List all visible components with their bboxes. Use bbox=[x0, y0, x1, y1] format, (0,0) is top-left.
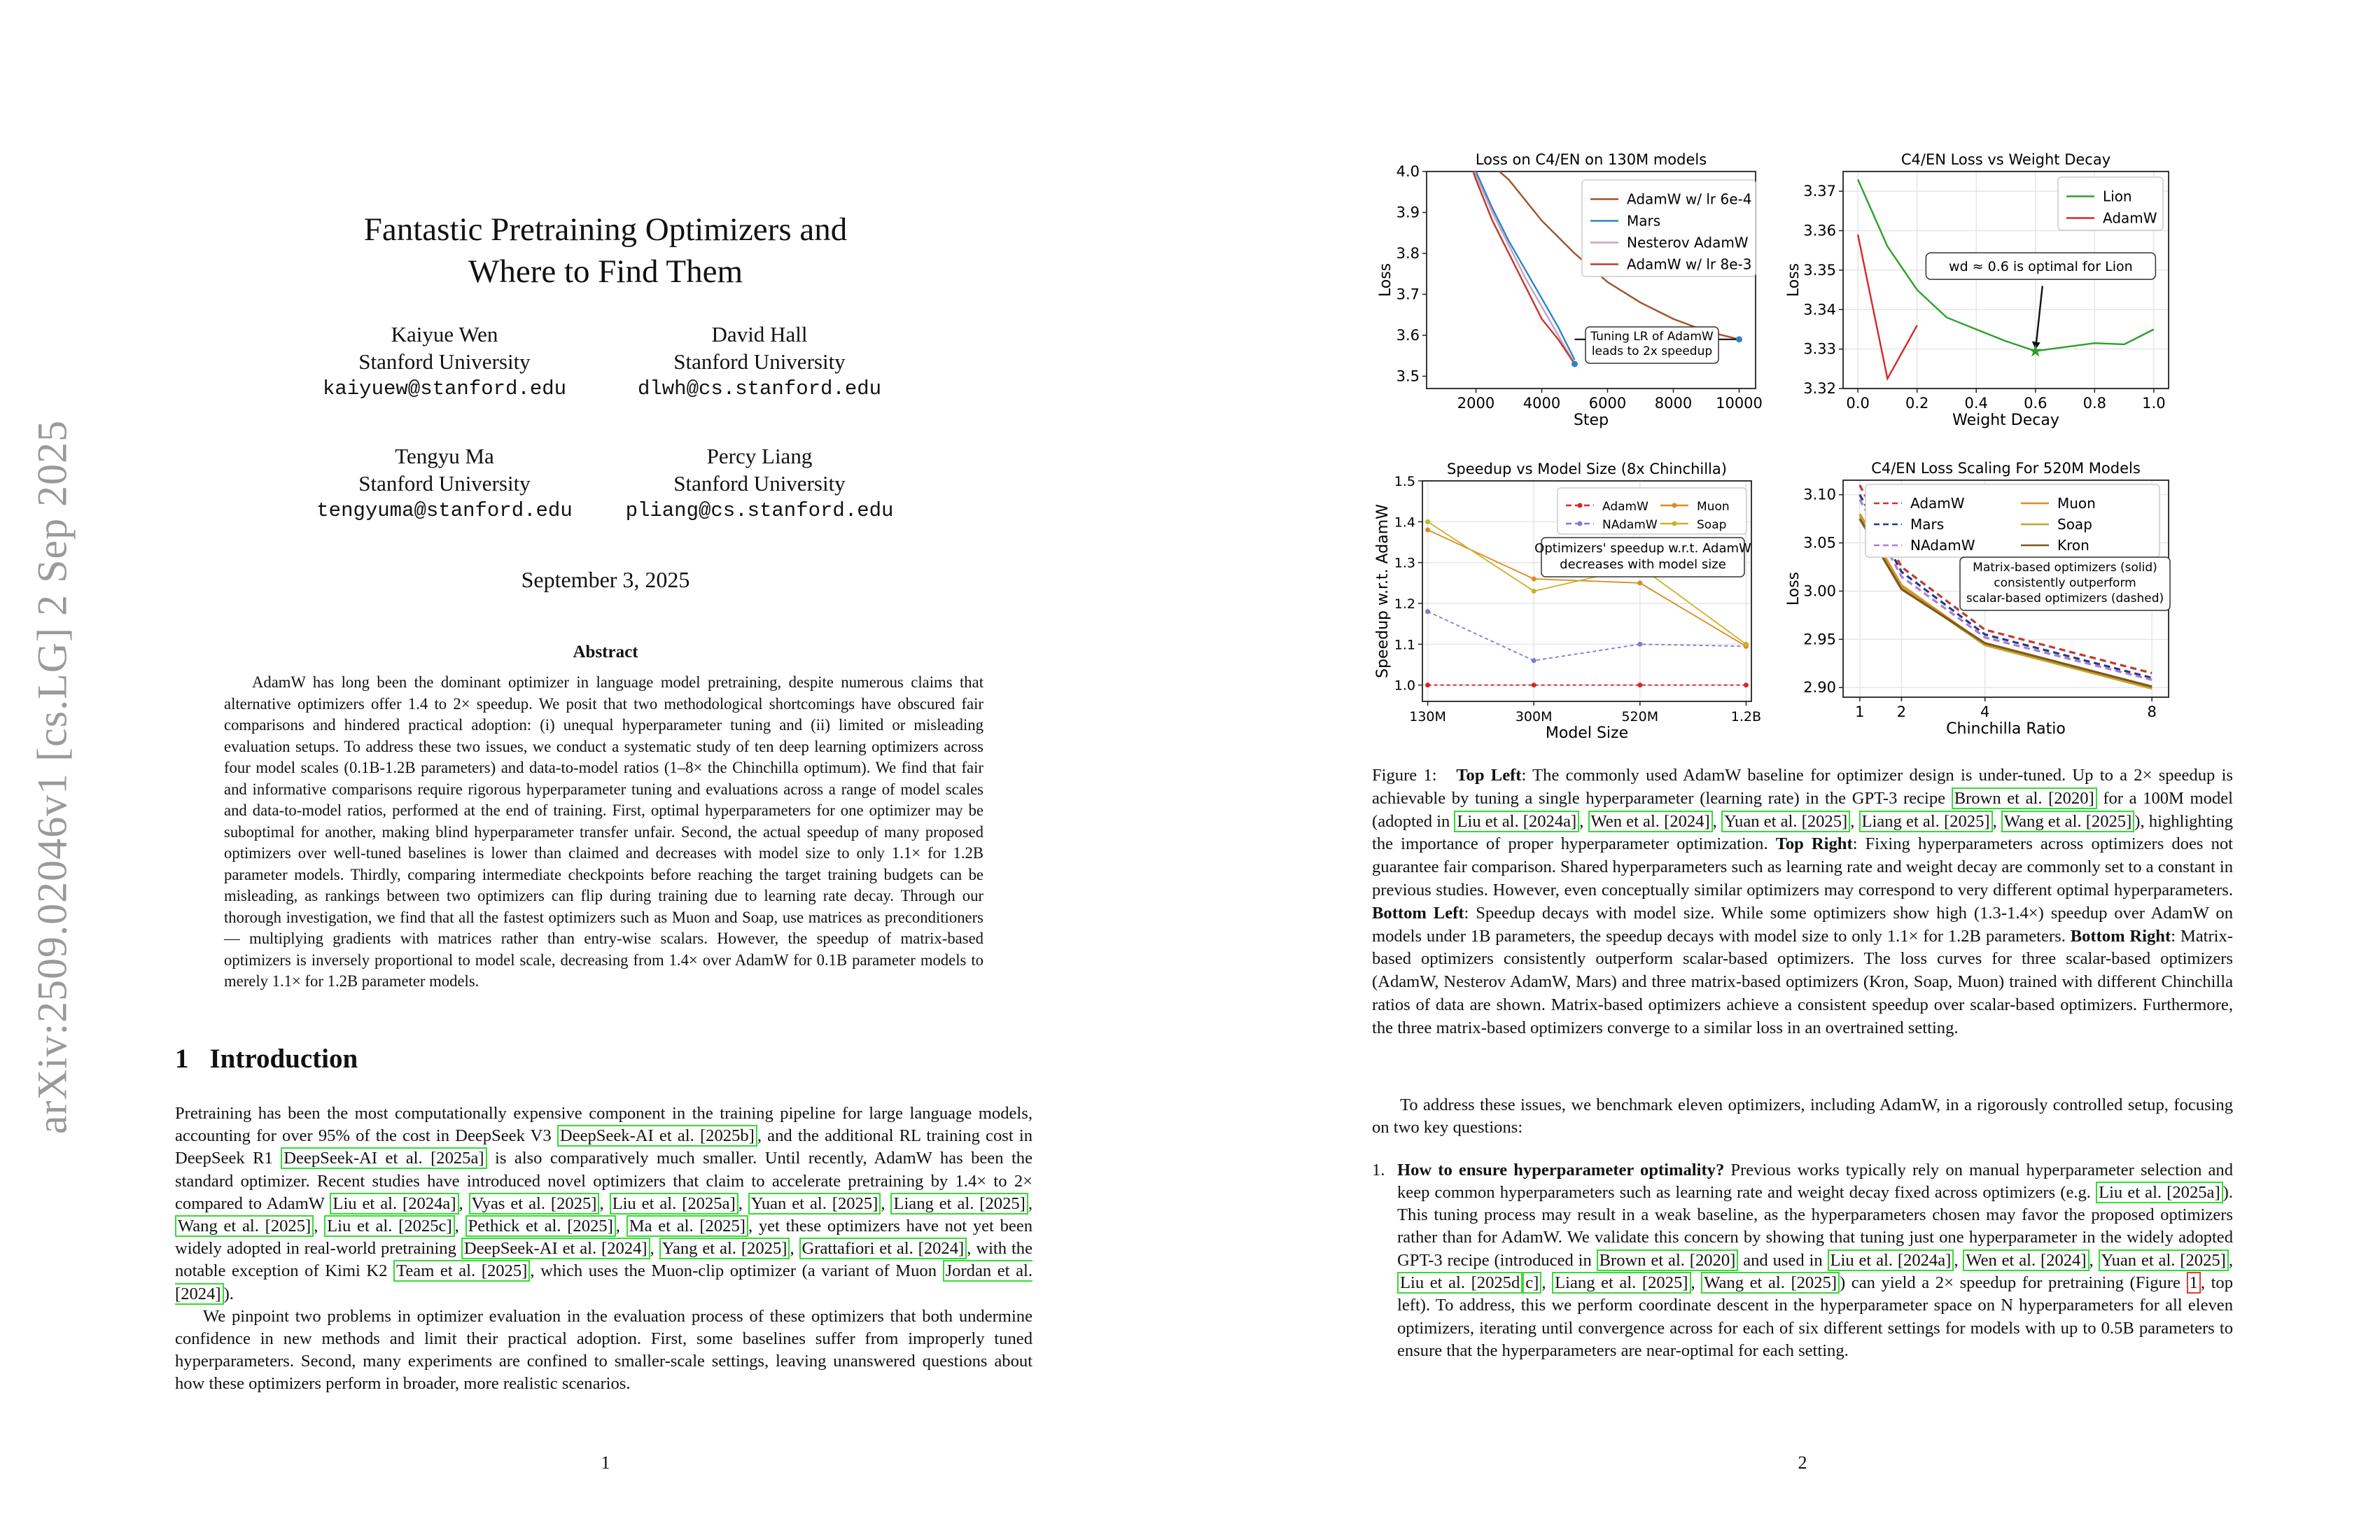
citation-link[interactable]: Liu et al. [2025c] bbox=[324, 1215, 455, 1237]
citation-link[interactable]: Ma et al. [2025] bbox=[626, 1215, 748, 1237]
citation-link[interactable]: Liu et al. [2025a] bbox=[610, 1193, 738, 1214]
citation-link[interactable]: DeepSeek-AI et al. [2025a] bbox=[281, 1147, 486, 1169]
data-point bbox=[1532, 589, 1536, 594]
intro-text: , and the additional RL training cost in DeepSeek R1 bbox=[175, 1126, 1032, 1168]
intro-text: , bbox=[1028, 1194, 1033, 1213]
citation-link[interactable]: Liang et al. [2025] bbox=[1552, 1272, 1690, 1294]
intro-text: , bbox=[454, 1217, 465, 1236]
chart-title: C4/EN Loss Scaling For 520M Models bbox=[1871, 460, 2141, 477]
caption-text: , bbox=[1579, 811, 1588, 831]
legend-label: AdamW bbox=[2103, 209, 2157, 227]
figure-ref-link[interactable]: 1 bbox=[2187, 1272, 2201, 1294]
citation-link[interactable]: Liu et al. [2024a] bbox=[330, 1193, 458, 1214]
citation-link[interactable]: DeepSeek-AI et al. [2024] bbox=[461, 1238, 650, 1259]
caption-text: , bbox=[1992, 811, 2001, 831]
citation-link[interactable]: Liu et al. [2024a] bbox=[1454, 811, 1579, 832]
legend-label: Muon bbox=[1697, 500, 1730, 514]
y-tick-label: 1.5 bbox=[1394, 474, 1415, 489]
x-tick-label: 520M bbox=[1621, 709, 1659, 724]
intro-text: Pretraining has been the most computationally expensive component in the training pipeline for large language models, accounting for over 95% of the cost in DeepSeek V3 bbox=[175, 1104, 1032, 1146]
list-text: , bbox=[2089, 1250, 2099, 1270]
legend-label: AdamW w/ lr 8e-3 bbox=[1627, 255, 1752, 273]
annotation-text: decreases with model size bbox=[1560, 557, 1726, 572]
data-point bbox=[1532, 682, 1536, 687]
citation-link[interactable]: Brown et al. [2020] bbox=[1597, 1250, 1739, 1271]
citation-link[interactable]: Yuan et al. [2025] bbox=[1721, 811, 1850, 832]
caption-text: , bbox=[1712, 811, 1721, 831]
citation-link[interactable]: Liu et al. [2025a] bbox=[2096, 1182, 2223, 1203]
y-tick-label: 3.6 bbox=[1396, 326, 1420, 344]
caption-head: Top Right bbox=[1775, 834, 1853, 854]
chart-loss-vs-weight-decay bbox=[1782, 144, 2177, 438]
legend-label: AdamW bbox=[1910, 495, 1965, 512]
x-axis-label: Model Size bbox=[1545, 724, 1629, 742]
y-tick-label: 1.0 bbox=[1394, 678, 1415, 694]
series-line-nesterov-adamw bbox=[1460, 144, 1575, 364]
y-axis-label: Loss bbox=[1785, 262, 1802, 298]
annotation-text: Optimizers' speedup w.r.t. AdamW bbox=[1534, 541, 1751, 556]
citation-link[interactable]: Brown et al. [2020] bbox=[1952, 788, 2097, 809]
x-tick-label: 2000 bbox=[1457, 395, 1495, 412]
annotation-text: leads to 2x speedup bbox=[1591, 344, 1713, 358]
data-point bbox=[1425, 519, 1430, 524]
figure-caption bbox=[1372, 764, 2233, 1040]
citation-link[interactable]: Wang et al. [2025] bbox=[175, 1215, 314, 1237]
author-email[interactable]: tengyuma@stanford.edu bbox=[316, 499, 573, 522]
caption-text: , bbox=[1850, 811, 1859, 831]
legend-label: AdamW w/ lr 6e-4 bbox=[1627, 190, 1752, 208]
abstract-text: AdamW has long been the dominant optimizer in language model pretraining, despite numerous claims that alternative optimizers offer 1.4 to 2× speedup. We posit that two methodological shortcomings have obscured fair comparisons and hindered practical adoption: (i) unequal hyperparameter tuning and (ii) limited or misleading evaluation setups. To address these two issues, we conduct a systematic study of ten deep learning optimizers across four model scales (0.1B-1.2B parameters) and data-to-model ratios (1–8× the Chinchilla optimum). We find that fair and informative comparisons require rigorous hyperparameter tuning and evaluations across a range of model scales and data-to-model ratios, performed at the end of training. First, optimal hyperparameters for one optimizer may be suboptimal for another, making blind hyperparameter transfer unfair. Second, the actual speedup of many proposed optimizers over well-tuned baselines is lower than claimed and decreases with model size to only 1.1× for 1.2B parameter models. Thirdly, comparing intermediate checkpoints before reaching the target training budgets can be misleading, as rankings between two optimizers can flip during training due to learning rate decay. Through our thorough investigation, we find that all the fastest optimizers such as Muon and Soap, use matrices as preconditioners — multiplying gradients with matrices rather than entry-wise scalars. However, the speedup of matrix-based optimizers is inversely proportional to model scale, decreasing from 1.4× over AdamW for 0.1B parameter models to merely 1.1× for 1.2B parameter models. bbox=[224, 673, 983, 990]
caption-head: Bottom Right bbox=[2070, 926, 2171, 946]
legend-label: Mars bbox=[1910, 516, 1945, 533]
legend-label: Soap bbox=[2057, 516, 2092, 533]
caption-text: : Fixing hyperparameters across optimizers does not guarantee fair comparison. Shared hyperparameters such as learning rate and weight decay are commonly set to a constant in previous studies. However, even conceptually similar optimizers may correspond to very different optimal hyperparameters. bbox=[1372, 834, 2233, 899]
y-axis-label: Loss bbox=[1785, 571, 1802, 606]
introduction-text bbox=[175, 1102, 1032, 1396]
series-line-nadamw bbox=[1428, 612, 1746, 661]
y-axis-label: Speedup w.r.t. AdamW bbox=[1374, 504, 1392, 678]
x-tick-label: 1.0 bbox=[2142, 395, 2166, 412]
author-affiliation: Stanford University bbox=[673, 349, 846, 374]
x-tick-label: 1.2B bbox=[1730, 709, 1762, 724]
caption-text: ), highlighting the importance of proper hyperparameter optimization. bbox=[1372, 811, 2234, 854]
y-tick-label: 3.7 bbox=[1396, 286, 1420, 303]
y-tick-label: 3.00 bbox=[1803, 582, 1836, 600]
data-point bbox=[1532, 658, 1536, 663]
legend-label: AdamW bbox=[1602, 500, 1648, 514]
list-text: ) can yield a 2× speedup for pretraining (Figure bbox=[1840, 1273, 2187, 1293]
citation-link[interactable]: Wang et al. [2025] bbox=[2001, 811, 2134, 832]
author-block bbox=[287, 442, 602, 524]
x-tick-label: 0.2 bbox=[1905, 395, 1929, 412]
chart-title: Speedup vs Model Size (8x Chinchilla) bbox=[1447, 461, 1727, 477]
x-tick-label: 300M bbox=[1515, 709, 1553, 724]
chart-loss-vs-step bbox=[1372, 144, 1764, 438]
citation-link[interactable]: Liang et al. [2025] bbox=[890, 1193, 1028, 1214]
list-text: , top left). To address, this we perform coordinate descent in the hyperparameter space on N hyperparameters for all eleven optimizers, iterating until convergence across for each of six different settings for models with up to 0.5B parameters to ensure that the hyperparameters are near-optimal for each setting. bbox=[1397, 1273, 2233, 1360]
list-text: Previous works typically rely on manual hyperparameter selection and keep common hyperparameters such as learning rate and weight decay fixed across optimizers (e.g. bbox=[1397, 1160, 2233, 1202]
citation-link[interactable]: Jordan et al. [2024] bbox=[175, 1261, 1033, 1303]
data-point bbox=[1744, 642, 1749, 647]
y-tick-label: 2.90 bbox=[1803, 679, 1836, 696]
citation-link[interactable]: Liu et al. [2025d bbox=[1397, 1272, 1522, 1294]
optimum-star-icon: ★ bbox=[2028, 341, 2043, 361]
y-axis-label: Loss bbox=[1377, 262, 1394, 298]
legend-label: Kron bbox=[2057, 537, 2090, 554]
author-name: Percy Liang bbox=[706, 444, 813, 468]
paper-date: September 3, 2025 bbox=[521, 567, 690, 592]
x-tick-label: 130M bbox=[1409, 709, 1446, 724]
x-tick-label: 8 bbox=[2147, 704, 2157, 720]
legend-marker bbox=[1578, 522, 1583, 526]
citation-link[interactable]: Team et al. [2025] bbox=[393, 1260, 530, 1282]
y-tick-label: 4.0 bbox=[1396, 163, 1420, 180]
data-point bbox=[1425, 682, 1430, 687]
caption-head: Bottom Left bbox=[1372, 903, 1464, 923]
annotation-text: consistently outperform bbox=[1994, 576, 2136, 590]
annotation-text: Tuning LR of AdamW bbox=[1590, 330, 1714, 344]
end-marker bbox=[1736, 336, 1742, 342]
x-tick-label: 0.4 bbox=[1964, 395, 1988, 412]
author-block bbox=[602, 442, 917, 524]
intro-text: , yet these optimizers have not yet been widely adopted in real-world pretraining bbox=[175, 1217, 1033, 1259]
legend-label: Nesterov AdamW bbox=[1627, 234, 1749, 251]
y-tick-label: 3.37 bbox=[1803, 183, 1836, 200]
page-2-body bbox=[1372, 1094, 2233, 1362]
x-tick-label: 10000 bbox=[1716, 395, 1763, 412]
y-tick-label: 2.95 bbox=[1803, 631, 1836, 648]
citation-link[interactable]: Liang et al. [2025] bbox=[1859, 811, 1993, 832]
list-text: , bbox=[1954, 1250, 1963, 1270]
annotation-text: wd ≈ 0.6 is optimal for Lion bbox=[1949, 259, 2133, 275]
citation-link[interactable]: c] bbox=[1522, 1272, 1541, 1294]
page-2 bbox=[1372, 0, 2233, 1540]
series-line-adamw bbox=[1858, 234, 1917, 379]
data-point bbox=[1425, 609, 1430, 614]
chart-speedup-vs-model-size bbox=[1372, 458, 1768, 752]
legend-marker bbox=[1672, 522, 1677, 526]
y-tick-label: 3.05 bbox=[1803, 534, 1836, 552]
author-affiliation: Stanford University bbox=[358, 349, 531, 374]
data-point bbox=[1637, 642, 1642, 647]
author-email[interactable]: dlwh@cs.stanford.edu bbox=[637, 377, 882, 400]
author-name: Tengyu Ma bbox=[395, 444, 494, 468]
data-point bbox=[1637, 682, 1642, 687]
y-tick-label: 1.2 bbox=[1394, 596, 1415, 612]
end-marker bbox=[1572, 360, 1578, 367]
caption-text: : Speedup decays with model size. While some optimizers show high (1.3-1.4×) speedup over AdamW on models under 1B parameters, the speedup decays with model size to only 1.1× for 1.2B parameters. bbox=[1372, 903, 2233, 946]
intro-text: is also comparatively much smaller. Until recently, AdamW has been the standard optimizer. Recent studies have introduced novel optimizers that claim to accelerate pretraining by 1.4× to 2× compared to AdamW bbox=[175, 1149, 1032, 1213]
x-tick-label: 4000 bbox=[1522, 395, 1561, 412]
intro-text: , with the notable exception of Kimi K2 bbox=[175, 1239, 1032, 1281]
abstract-heading: Abstract bbox=[573, 643, 638, 662]
body-paragraph: To address these issues, we benchmark eleven optimizers, including AdamW, in a rigorously controlled setup, focusing on two key questions: bbox=[1372, 1096, 2233, 1138]
caption-text: for a 100M model (adopted in bbox=[1372, 788, 2233, 831]
x-axis-label: Weight Decay bbox=[1952, 412, 2059, 429]
chart-title: C4/EN Loss vs Weight Decay bbox=[1900, 151, 2111, 168]
caption-head: Top Left bbox=[1456, 766, 1522, 785]
y-tick-label: 3.34 bbox=[1803, 301, 1836, 318]
author-name: Kaiyue Wen bbox=[391, 322, 498, 346]
legend-label: Soap bbox=[1697, 518, 1727, 532]
data-point bbox=[1744, 682, 1749, 687]
intro-text: , bbox=[615, 1217, 626, 1236]
data-point bbox=[1425, 528, 1430, 533]
intro-text: , bbox=[881, 1194, 891, 1213]
data-point bbox=[1637, 580, 1642, 585]
y-tick-label: 3.8 bbox=[1396, 244, 1420, 262]
x-tick-label: 2 bbox=[1896, 704, 1907, 720]
author-name: David Hall bbox=[711, 322, 808, 346]
intro-text: , bbox=[650, 1239, 659, 1259]
legend-label: Lion bbox=[2103, 188, 2132, 205]
page-number: 1 bbox=[601, 1452, 610, 1473]
x-tick-label: 0.6 bbox=[2024, 395, 2047, 412]
legend-marker bbox=[1672, 503, 1677, 508]
caption-text: : The commonly used AdamW baseline for optimizer design is under-tuned. Up to a 2× speedup is achievable by tuning a single hyperparameter (learning rate) in the GPT-3 recipe bbox=[1372, 766, 2233, 808]
y-tick-label: 1.3 bbox=[1394, 555, 1415, 571]
x-tick-label: 8000 bbox=[1654, 395, 1693, 412]
title-line-2: Where to Find Them bbox=[468, 253, 743, 290]
list-item bbox=[1372, 1159, 2233, 1363]
list-text: , bbox=[1690, 1273, 1702, 1293]
y-tick-label: 3.36 bbox=[1803, 222, 1836, 239]
page-1 bbox=[175, 0, 1036, 1540]
intro-text: ). bbox=[223, 1284, 234, 1303]
caption-label: Figure 1: bbox=[1372, 766, 1437, 785]
legend-label: NAdamW bbox=[1910, 537, 1975, 554]
intro-paragraph-2: We pinpoint two problems in optimizer evaluation in the evaluation process of these optimizers that both undermine confidence in new methods and limit their practical adoption. First, some baselines suffer from improperly tuned hyperparameters. Second, many experiments are confined to smaller-scale settings, leaving unanswered questions about how these optimizers perform in broader, more realistic scenarios. bbox=[175, 1306, 1032, 1394]
y-tick-label: 1.1 bbox=[1394, 637, 1415, 653]
intro-text: , bbox=[790, 1239, 799, 1259]
author-block bbox=[287, 321, 602, 402]
question-list bbox=[1372, 1159, 2233, 1363]
intro-text: , bbox=[599, 1194, 610, 1213]
legend-box bbox=[1865, 484, 2160, 557]
legend-label: Muon bbox=[2057, 495, 2096, 512]
intro-paragraph-1 bbox=[175, 1102, 1032, 1306]
list-text: ). This tuning process may result in a weak baseline, as the hyperparameters chosen may favor the proposed optimizers rather than for AdamW. We validate this concern by showing that tuning just one hyperparameter in the widely adopted GPT-3 recipe (introduced in bbox=[1397, 1182, 2233, 1270]
citation-link[interactable]: Pethick et al. [2025] bbox=[465, 1215, 616, 1237]
section-heading bbox=[175, 1043, 358, 1074]
citation-link[interactable]: Yuan et al. [2025] bbox=[748, 1193, 881, 1214]
x-tick-label: 6000 bbox=[1588, 395, 1627, 412]
arxiv-stamp bbox=[21, 419, 84, 1135]
x-tick-label: 4 bbox=[1980, 704, 1990, 720]
title-line-1: Fantastic Pretraining Optimizers and bbox=[363, 211, 848, 248]
annotation-text: scalar-based optimizers (dashed) bbox=[1966, 592, 2164, 606]
y-tick-label: 1.4 bbox=[1394, 514, 1415, 531]
caption-text: : Matrix-based optimizers consistently outperform scalar-based optimizers. The loss curves for three scalar-based optimizers (AdamW, Nesterov AdamW, Mars) and three matrix-based optimizers (Kron, Soap, Muon) trained with different Chinchilla ratios of data are shown. Matrix-based optimizers achieve a consistent speedup over scalar-based optimizers. Furthermore, the three matrix-based optimizers converge to a similar loss in an overtrained setting. bbox=[1372, 926, 2233, 1037]
citation-link[interactable]: Vyas et al. [2025] bbox=[469, 1193, 600, 1214]
list-text: , bbox=[1541, 1273, 1553, 1293]
author-email[interactable]: kaiyuew@stanford.edu bbox=[322, 377, 567, 400]
y-tick-label: 3.10 bbox=[1803, 486, 1836, 503]
intro-text: , bbox=[738, 1194, 748, 1213]
legend-marker bbox=[1578, 503, 1583, 508]
citation-link[interactable]: Yuan et al. [2025] bbox=[2099, 1250, 2229, 1271]
chart-title: Loss on C4/EN on 130M models bbox=[1475, 151, 1707, 168]
x-tick-label: 0.8 bbox=[2082, 395, 2107, 412]
author-block bbox=[602, 321, 917, 402]
citation-link[interactable]: Wang et al. [2025] bbox=[1701, 1272, 1840, 1294]
y-tick-label: 3.35 bbox=[1803, 261, 1836, 279]
section-title: Introduction bbox=[209, 1044, 358, 1074]
intro-text: , bbox=[458, 1194, 469, 1213]
annotation-arrow bbox=[2036, 286, 2043, 344]
annotation-text: Matrix-based optimizers (solid) bbox=[1973, 561, 2157, 575]
author-email[interactable]: pliang@cs.stanford.edu bbox=[625, 499, 894, 522]
y-tick-label: 3.5 bbox=[1396, 368, 1420, 385]
citation-link[interactable]: DeepSeek-AI et al. [2025b] bbox=[557, 1125, 757, 1147]
x-axis-label: Step bbox=[1573, 412, 1609, 429]
citation-link[interactable]: Wen et al. [2024] bbox=[1588, 811, 1713, 832]
legend-label: Mars bbox=[1627, 212, 1661, 230]
x-tick-label: 1 bbox=[1855, 704, 1865, 720]
citation-link[interactable]: Grattafiori et al. [2024] bbox=[799, 1238, 967, 1259]
list-text: and used in bbox=[1738, 1250, 1828, 1270]
intro-text: , bbox=[314, 1217, 325, 1236]
citation-link[interactable]: Yang et al. [2025] bbox=[659, 1238, 790, 1259]
list-item-head: How to ensure hyperparameter optimality? bbox=[1397, 1160, 1725, 1180]
author-affiliation: Stanford University bbox=[673, 471, 846, 496]
section-number: 1 bbox=[175, 1044, 189, 1074]
x-axis-label: Chinchilla Ratio bbox=[1946, 720, 2066, 738]
y-tick-label: 3.33 bbox=[1803, 340, 1836, 358]
citation-link[interactable]: Wen et al. [2024] bbox=[1963, 1250, 2089, 1271]
chart-loss-scaling-520m bbox=[1782, 454, 2177, 751]
data-point bbox=[1532, 577, 1536, 582]
page-number: 2 bbox=[1798, 1452, 1807, 1473]
paper-title bbox=[175, 209, 1036, 293]
list-text: , bbox=[2228, 1250, 2234, 1270]
y-tick-label: 3.32 bbox=[1803, 380, 1836, 397]
author-affiliation: Stanford University bbox=[358, 471, 531, 496]
citation-link[interactable]: Liu et al. [2024a] bbox=[1828, 1250, 1954, 1271]
y-tick-label: 3.9 bbox=[1396, 204, 1420, 221]
legend-label: NAdamW bbox=[1602, 518, 1658, 532]
x-tick-label: 0.0 bbox=[1846, 395, 1870, 412]
list-marker: 1. bbox=[1372, 1160, 1385, 1180]
intro-text: , which uses the Muon-clip optimizer (a variant of Muon bbox=[530, 1261, 943, 1281]
arxiv-stamp-text: arXiv:2509.02046v1 [cs.LG] 2 Sep 2025 bbox=[29, 419, 76, 1135]
